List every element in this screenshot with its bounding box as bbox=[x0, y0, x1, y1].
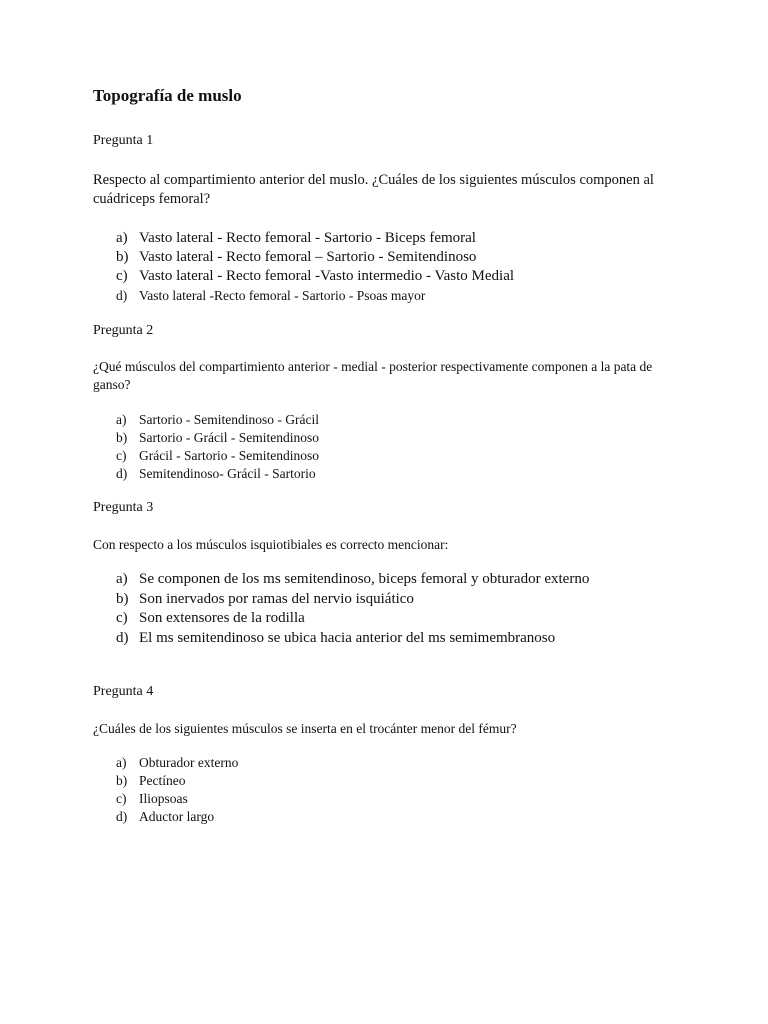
answer-option bbox=[116, 229, 514, 248]
question-label: Pregunta 2 bbox=[93, 323, 154, 338]
option-text: El ms semitendinoso se ubica hacia anterior del ms semimembranoso bbox=[139, 629, 556, 646]
answer-options bbox=[116, 411, 319, 483]
question-text: Con respecto a los músculos isquiotibiales es correcto mencionar: bbox=[93, 537, 449, 552]
answer-option bbox=[116, 772, 238, 790]
option-text: Vasto lateral - Recto femoral -Vasto intermedio - Vasto Medial bbox=[139, 268, 515, 284]
question-text: ¿Cuáles de los siguientes músculos se inserta en el trocánter menor del fémur? bbox=[93, 721, 517, 736]
option-letter: a) bbox=[116, 412, 127, 427]
answer-option bbox=[116, 754, 238, 772]
answer-option bbox=[116, 267, 514, 286]
answer-option bbox=[116, 447, 319, 465]
option-letter: d) bbox=[116, 466, 128, 481]
option-text: Se componen de los ms semitendinoso, biceps femoral y obturador externo bbox=[139, 571, 590, 587]
option-text: Aductor largo bbox=[139, 809, 215, 824]
option-letter: a) bbox=[116, 571, 128, 587]
option-text: Semitendinoso- Grácil - Sartorio bbox=[139, 466, 316, 481]
option-text: Vasto lateral -Recto femoral - Sartorio - Psoas mayor bbox=[139, 288, 426, 303]
answer-option bbox=[116, 629, 589, 649]
option-letter: c) bbox=[116, 791, 127, 806]
answer-options bbox=[116, 754, 238, 826]
answer-option bbox=[116, 248, 514, 267]
option-letter: d) bbox=[116, 288, 128, 303]
answer-option bbox=[116, 411, 319, 429]
option-text: Iliopsoas bbox=[139, 791, 188, 806]
question-text: Respecto al compartimiento anterior del muslo. ¿Cuáles de los siguientes músculos componen al cuádriceps femoral? bbox=[93, 172, 654, 207]
option-letter: a) bbox=[116, 755, 127, 770]
question-label: Pregunta 1 bbox=[93, 133, 154, 148]
option-text: Obturador externo bbox=[139, 755, 239, 770]
question-label: Pregunta 3 bbox=[93, 500, 154, 515]
answer-options bbox=[116, 229, 514, 305]
option-letter: b) bbox=[116, 590, 129, 607]
option-letter: b) bbox=[116, 249, 129, 265]
option-text: Vasto lateral - Recto femoral – Sartorio - Semitendinoso bbox=[139, 249, 477, 265]
option-letter: c) bbox=[116, 268, 128, 284]
answer-options bbox=[116, 570, 589, 648]
question-text: ¿Qué músculos del compartimiento anterior - medial - posterior respectivamente componen a la pata de ganso? bbox=[93, 359, 653, 392]
option-letter: d) bbox=[116, 809, 128, 824]
answer-option bbox=[116, 808, 238, 826]
option-text: Sartorio - Semitendinoso - Grácil bbox=[139, 412, 319, 427]
answer-option bbox=[116, 429, 319, 447]
document-title: Topografía de muslo bbox=[93, 86, 242, 105]
answer-option bbox=[116, 790, 238, 808]
option-letter: b) bbox=[116, 773, 128, 788]
answer-option bbox=[116, 465, 319, 483]
question-label: Pregunta 4 bbox=[93, 684, 154, 699]
option-text: Sartorio - Grácil - Semitendinoso bbox=[139, 430, 319, 445]
answer-option bbox=[116, 590, 589, 610]
option-letter: a) bbox=[116, 230, 128, 246]
option-letter: b) bbox=[116, 430, 128, 445]
option-text: Grácil - Sartorio - Semitendinoso bbox=[139, 448, 319, 463]
option-text: Vasto lateral - Recto femoral - Sartorio - Biceps femoral bbox=[139, 230, 476, 246]
answer-option bbox=[116, 286, 514, 305]
option-text: Son inervados por ramas del nervio isquiático bbox=[139, 590, 414, 607]
option-letter: c) bbox=[116, 448, 127, 463]
answer-option bbox=[116, 570, 589, 590]
option-letter: c) bbox=[116, 610, 128, 626]
option-letter: d) bbox=[116, 629, 129, 646]
option-text: Son extensores de la rodilla bbox=[139, 610, 305, 626]
answer-option bbox=[116, 609, 589, 629]
option-text: Pectíneo bbox=[139, 773, 186, 788]
